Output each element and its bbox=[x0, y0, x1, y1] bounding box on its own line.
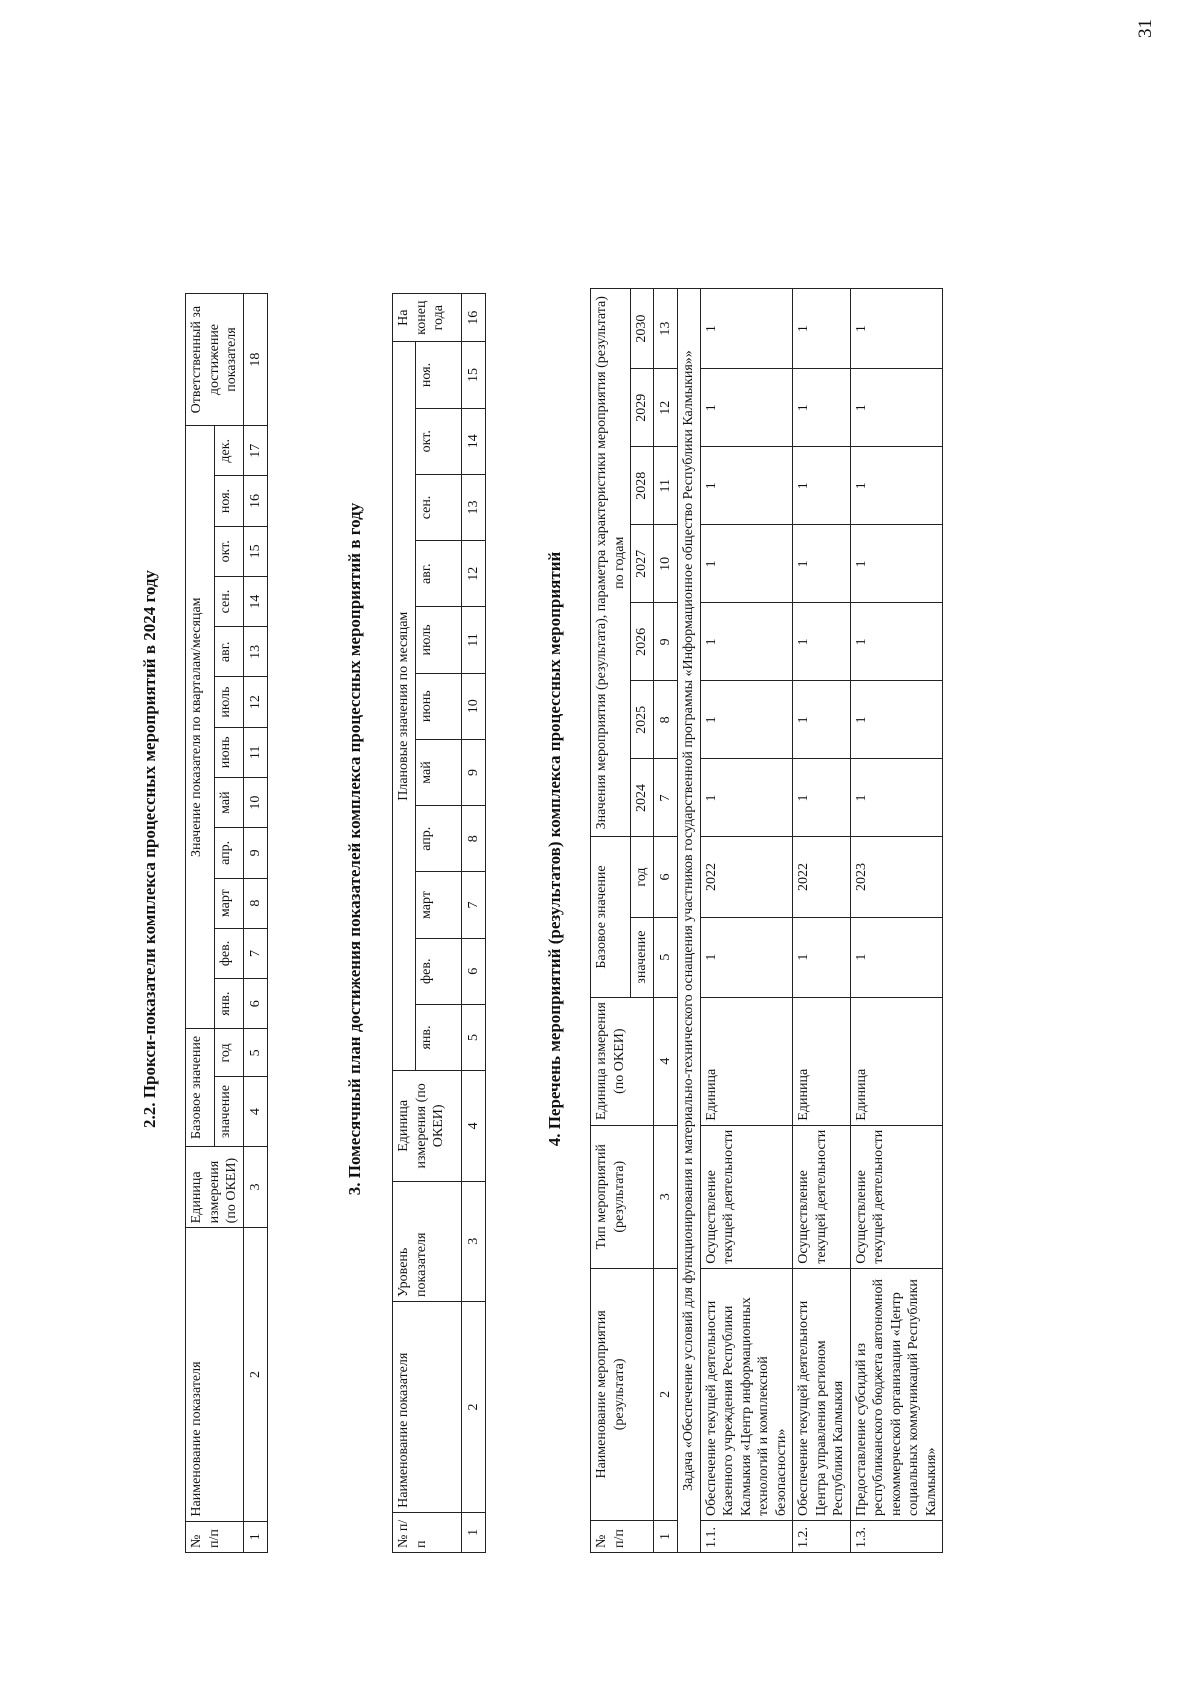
year-value: 1 bbox=[850, 447, 943, 525]
activity-unit: Единица bbox=[850, 997, 943, 1125]
year-value: 1 bbox=[850, 681, 943, 759]
activity-name: Обеспечение текущей деятельности Казенного учреждения Республики Калмыкия «Центр информационных технологий и комплексной безопасности» bbox=[700, 1268, 793, 1520]
activity-name: Предоставление субсидий из республиканского бюджета автономной некоммерческой организации «Центр социальных коммуникаций Республики Калмыкия» bbox=[850, 1268, 943, 1520]
base-year: 2022 bbox=[793, 837, 851, 917]
page-number: 31 bbox=[1135, 19, 1156, 38]
activity-type: Осуществление текущей деятельности bbox=[850, 1125, 943, 1268]
year-value: 1 bbox=[700, 447, 793, 525]
month-header: авг. bbox=[214, 627, 243, 677]
year-value: 1 bbox=[850, 525, 943, 603]
column-number: 10 bbox=[243, 778, 268, 828]
column-number: 6 bbox=[653, 837, 678, 917]
column-number: 2 bbox=[243, 1228, 268, 1521]
month-header: март bbox=[214, 878, 243, 928]
column-number: 13 bbox=[461, 474, 486, 540]
year-value: 1 bbox=[700, 289, 793, 369]
column-number: 10 bbox=[653, 525, 678, 603]
header-unit: Единица измерения (по ОКЕИ) bbox=[393, 1071, 462, 1181]
header-level: Уровень показателя bbox=[393, 1181, 462, 1301]
month-header: май bbox=[214, 778, 243, 828]
header-end-year: На конец года bbox=[393, 294, 462, 342]
base-value: 1 bbox=[793, 917, 851, 997]
activity-type: Осуществление текущей деятельности bbox=[700, 1125, 793, 1268]
column-number: 4 bbox=[653, 997, 678, 1125]
header-base-value: значение bbox=[631, 917, 654, 997]
column-number: 2 bbox=[653, 1268, 678, 1520]
column-number: 12 bbox=[461, 541, 486, 607]
column-number: 2 bbox=[461, 1302, 486, 1513]
year-value: 1 bbox=[793, 525, 851, 603]
column-number: 9 bbox=[461, 739, 486, 805]
year-value: 1 bbox=[700, 681, 793, 759]
column-number: 16 bbox=[243, 476, 268, 526]
year-value: 1 bbox=[850, 603, 943, 681]
month-header: ноя. bbox=[415, 342, 461, 408]
year-header: 2026 bbox=[631, 603, 654, 681]
table-row bbox=[850, 289, 943, 1553]
header-quarterly: Значение показателя по кварталам/месяцам bbox=[186, 426, 215, 1029]
base-value: 1 bbox=[700, 917, 793, 997]
header-base-value: значение bbox=[214, 1077, 243, 1146]
month-header: ноя. bbox=[214, 476, 243, 526]
column-number: 9 bbox=[243, 828, 268, 878]
month-header: июнь bbox=[214, 727, 243, 777]
row-num: 1.2. bbox=[793, 1520, 851, 1552]
section-2-2-title: 2.2. Прокси-показатели комплекса процессных мероприятий в 2024 году bbox=[140, 570, 159, 1128]
header-type: Тип мероприятий (результата) bbox=[591, 1125, 654, 1268]
year-header: 2029 bbox=[631, 369, 654, 447]
column-number: 14 bbox=[461, 408, 486, 474]
activity-unit: Единица bbox=[700, 997, 793, 1125]
column-number: 11 bbox=[461, 607, 486, 673]
month-header: апр. bbox=[214, 828, 243, 878]
column-number: 11 bbox=[653, 447, 678, 525]
year-value: 1 bbox=[700, 759, 793, 837]
table-row bbox=[793, 289, 851, 1553]
header-base-year: год bbox=[214, 1029, 243, 1077]
month-header: окт. bbox=[214, 526, 243, 576]
year-value: 1 bbox=[793, 369, 851, 447]
column-number: 1 bbox=[461, 1512, 486, 1552]
column-number: 3 bbox=[461, 1181, 486, 1301]
year-value: 1 bbox=[793, 681, 851, 759]
month-header: июль bbox=[214, 677, 243, 727]
table-row bbox=[700, 289, 793, 1553]
year-value: 1 bbox=[793, 759, 851, 837]
month-header: март bbox=[415, 872, 461, 938]
column-number: 8 bbox=[461, 806, 486, 872]
header-name: Наименование показателя bbox=[393, 1302, 462, 1513]
column-number: 15 bbox=[461, 342, 486, 408]
month-header: фев. bbox=[214, 928, 243, 978]
column-number: 7 bbox=[461, 872, 486, 938]
column-number: 11 bbox=[243, 727, 268, 777]
column-number: 15 bbox=[243, 526, 268, 576]
year-value: 1 bbox=[850, 369, 943, 447]
header-name: Наименование показателя bbox=[186, 1228, 244, 1521]
month-header: окт. bbox=[415, 408, 461, 474]
column-number: 4 bbox=[243, 1077, 268, 1146]
activities-table bbox=[590, 288, 943, 1553]
activity-type: Осуществление текущей деятельности bbox=[793, 1125, 851, 1268]
header-plan: Плановые значения по месяцам bbox=[393, 342, 416, 1071]
year-value: 1 bbox=[793, 447, 851, 525]
section-3-title: 3. Помесячный план достижения показателей комплекса процессных мероприятий в году bbox=[345, 502, 364, 1196]
header-values: Значения мероприятия (результата), параметра характеристики мероприятия (результата) по годам bbox=[591, 289, 631, 837]
header-num: № п/п bbox=[393, 1512, 462, 1552]
column-number: 6 bbox=[243, 979, 268, 1029]
column-number: 8 bbox=[653, 681, 678, 759]
year-header: 2027 bbox=[631, 525, 654, 603]
header-name: Наименование мероприятия (результата) bbox=[591, 1268, 654, 1520]
year-value: 1 bbox=[850, 289, 943, 369]
column-number: 12 bbox=[653, 369, 678, 447]
column-number: 3 bbox=[653, 1125, 678, 1268]
section-4-title: 4. Перечень мероприятий (результатов) комплекса процессных мероприятий bbox=[545, 551, 564, 1147]
year-header: 2030 bbox=[631, 289, 654, 369]
header-unit: Единица измерения (по ОКЕИ) bbox=[186, 1146, 244, 1228]
month-header: фев. bbox=[415, 938, 461, 1004]
year-value: 1 bbox=[850, 759, 943, 837]
column-number: 9 bbox=[653, 603, 678, 681]
column-number: 10 bbox=[461, 673, 486, 739]
task-row: Задача «Обеспечение условий для функционирования и материально-технического оснащения участников государственной программы «Информационное общество Республики Калмыкия»» bbox=[678, 289, 701, 1553]
month-header: апр. bbox=[415, 806, 461, 872]
column-number: 5 bbox=[243, 1029, 268, 1077]
base-value: 1 bbox=[850, 917, 943, 997]
column-number: 6 bbox=[461, 938, 486, 1004]
column-number: 14 bbox=[243, 576, 268, 626]
column-number: 7 bbox=[653, 759, 678, 837]
year-header: 2025 bbox=[631, 681, 654, 759]
month-header: сен. bbox=[415, 474, 461, 540]
activity-unit: Единица bbox=[793, 997, 851, 1125]
base-year: 2023 bbox=[850, 837, 943, 917]
monthly-plan-table bbox=[392, 293, 486, 1553]
month-header: июль bbox=[415, 607, 461, 673]
column-number: 12 bbox=[243, 677, 268, 727]
row-num: 1.1. bbox=[700, 1520, 793, 1552]
year-header: 2024 bbox=[631, 759, 654, 837]
row-num: 1.3. bbox=[850, 1520, 943, 1552]
column-number: 8 bbox=[243, 878, 268, 928]
header-unit: Единица измерения (по ОКЕИ) bbox=[591, 997, 654, 1125]
month-header: янв. bbox=[214, 979, 243, 1029]
column-number: 13 bbox=[243, 627, 268, 677]
column-number: 7 bbox=[243, 928, 268, 978]
year-value: 1 bbox=[793, 603, 851, 681]
month-header: янв. bbox=[415, 1004, 461, 1070]
column-number: 1 bbox=[653, 1520, 678, 1552]
header-responsible: Ответственный за достижение показателя bbox=[186, 294, 244, 426]
header-base-year: год bbox=[631, 837, 654, 917]
year-value: 1 bbox=[700, 603, 793, 681]
header-base: Базовое значение bbox=[186, 1029, 215, 1146]
month-header: авг. bbox=[415, 541, 461, 607]
column-number: 4 bbox=[461, 1071, 486, 1181]
month-header: июнь bbox=[415, 673, 461, 739]
month-header: сен. bbox=[214, 576, 243, 626]
column-number: 5 bbox=[653, 917, 678, 997]
column-number: 18 bbox=[243, 294, 268, 426]
year-value: 1 bbox=[700, 525, 793, 603]
activity-name: Обеспечение текущей деятельности Центра управления регионом Республики Калмыкия bbox=[793, 1268, 851, 1520]
month-header: дек. bbox=[214, 426, 243, 476]
year-header: 2028 bbox=[631, 447, 654, 525]
header-num: № п/п bbox=[591, 1520, 654, 1552]
proxy-indicators-table bbox=[185, 293, 268, 1553]
column-number: 17 bbox=[243, 426, 268, 476]
column-number: 3 bbox=[243, 1146, 268, 1228]
month-header: май bbox=[415, 739, 461, 805]
column-number: 1 bbox=[243, 1521, 268, 1552]
year-value: 1 bbox=[700, 369, 793, 447]
year-value: 1 bbox=[793, 289, 851, 369]
column-number: 5 bbox=[461, 1004, 486, 1070]
column-number: 13 bbox=[653, 289, 678, 369]
header-base: Базовое значение bbox=[591, 837, 631, 997]
header-num: № п/п bbox=[186, 1521, 244, 1552]
base-year: 2022 bbox=[700, 837, 793, 917]
column-number: 16 bbox=[461, 294, 486, 342]
